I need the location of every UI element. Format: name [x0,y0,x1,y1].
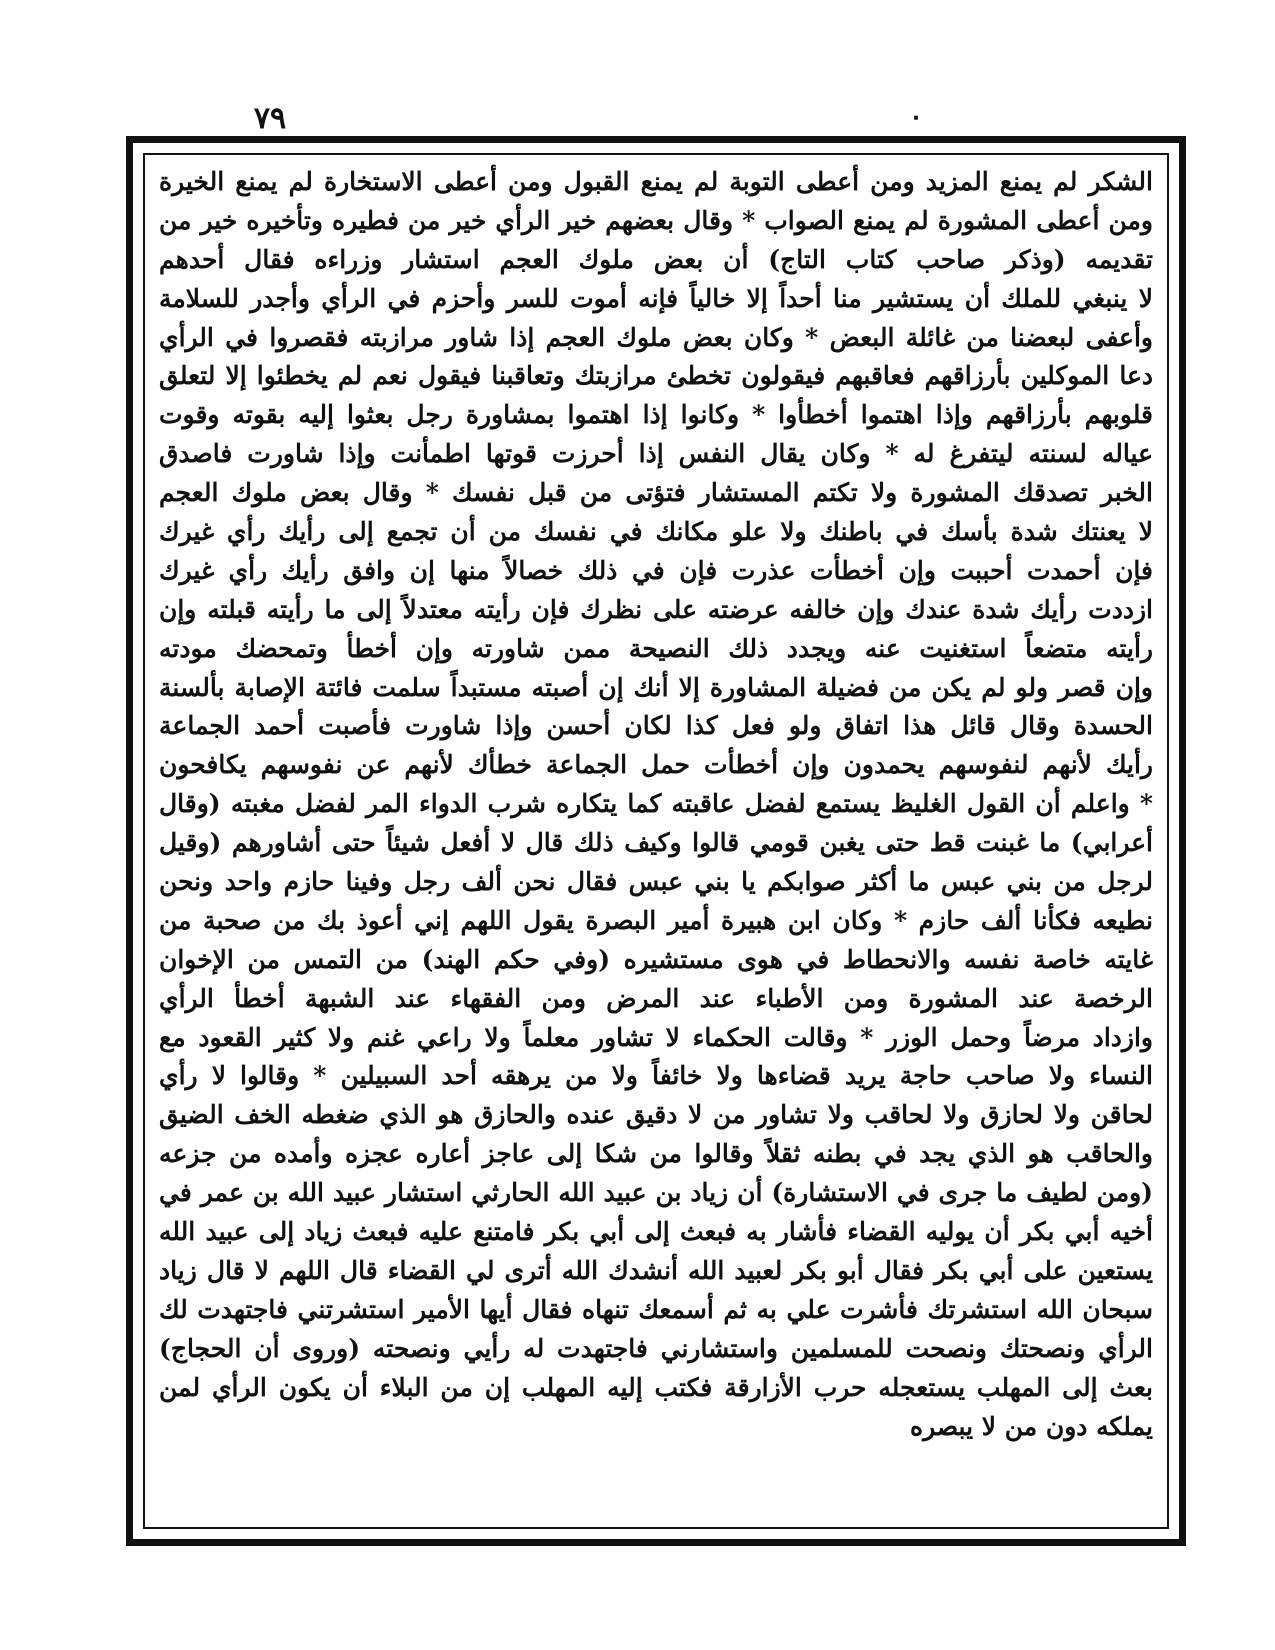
text-line: ازددت رأيك شدة عندك وإن خالفه عرضته على نظرك فإن رأيته معتدلاً إلى ما رأيته قبلته وإن [159,594,1153,624]
text-line: وأعفى لبعضنا من غائلة البعض * وكان بعض ملوك العجم إذا شاور مرازبته فقصروا في الرأي [159,322,1153,352]
page-top-mark: ٠ [909,102,923,132]
text-line: النساء ولا صاحب حاجة يريد قضاءها ولا خائفاً ولا من يرهقه أحد السبيلين * وقالوا لا رأي [159,1061,1153,1091]
text-line: تقديمه (وذكر صاحب كتاب التاج) أن بعض ملوك العجم استشار وزراءه فقال أحدهم [159,244,1153,274]
text-line: لا ينبغي للملك أن يستشير منا أحداً إلا خالياً فإنه أموت للسر وأحزم في الرأي وأجدر للسلامة [159,283,1153,313]
text-line: غايته خاصة نفسه والانحطاط في هوى مستشيره (وفي حكم الهند) من التمس من الإخوان [159,944,1153,974]
text-line: لحاقن ولا لحازق ولا لحاقب ولا تشاور من لا دقيق عنده والحازق هو الذي ضغطه الخف الضيق [159,1100,1153,1130]
text-line: الرأي ونصحتك ونصحت للمسلمين واستشارني فاجتهدت له رأيي ونصحته (وروى أن الحجاج) [159,1333,1153,1363]
text-line: يملكه دون من لا يبصره [909,1411,1153,1441]
text-line: دعا الموكلين بأرزاقهم فعاقبهم فيقولون تخطئ مرازبتك وتعاقبنا فيقول نعم لم يخطئوا إلا لتعلق [159,361,1153,391]
text-line: وإن قصر ولو لم يكن من فضيلة المشاورة إلا أنك إن أصبته مستبداً سلمت فائتة الإصابة بألسنة [159,672,1153,702]
text-line: ومن أعطى المشورة لم يمنع الصواب * وقال بعضهم خير الرأي خير من فطيره وتأخيره خير من [159,205,1153,235]
text-line: الخبر تصدقك المشورة ولا تكتم المستشار فتؤتى من قبل نفسك * وقال بعض ملوك العجم [159,478,1153,508]
text-line: لرجل من بني عبس ما أكثر صوابكم يا بني عبس فقال نحن ألف رجل وفينا حازم واحد ونحن [159,867,1153,897]
text-line: الحسدة وقال قائل هذا اتفاق ولو فعل كذا لكان أحسن وإذا شاورت فأصبت أحمد الجماعة [159,711,1153,741]
text-line: يستعين على أبي بكر فقال أبو بكر لعبيد الله أنشدك الله أترى لي القضاء قال اللهم لا قال زياد [159,1255,1153,1285]
text-line: لا يعنتك شدة بأسك في باطنك ولا علو مكانك في نفسك من أن تجمع إلى رأيك رأي غيرك [159,517,1153,547]
inner-border [143,153,1169,1529]
text-line: وازداد مرضاً وحمل الوزر * وقالت الحكماء لا تشاور معلماً ولا راعي غنم ولا كثير القعود مع [159,1022,1153,1052]
text-line: عياله لسنته ليتفرغ له * وكان يقال النفس إذا أحرزت قوتها اطمأنت وإذا شاورت فاصدق [159,439,1153,469]
text-line: رأيته متضعاً استغنيت عنه ويجدد ذلك النصيحة ممن شاورته وإن أخطأ وتمحضك مودته [159,633,1153,663]
text-line: الرخصة عند المشورة ومن الأطباء عند المرض ومن الفقهاء عند الشبهة أخطأ الرأي [159,983,1153,1013]
text-line: أعرابي) ما غبنت قط حتى يغبن قومي قالوا وكيف ذلك قال لا أفعل شيئاً حتى أشاورهم (وقيل [159,828,1153,858]
text-line: أخيه أبي بكر أن يوليه القضاء فأشار به فبعث إلى أبي بكر فامتنع عليه فبعث زياد إلى عبيد الله [159,1217,1153,1247]
text-line: بعث إلى المهلب يستعجله حرب الأزارقة فكتب إليه المهلب إن من البلاء أن يكون الرأي لمن [159,1372,1153,1402]
text-line: قلوبهم بأرزاقهم وإذا اهتموا أخطأوا * وكانوا إذا اهتموا بمشاورة رجل بعثوا إليه بقوته وقوت [159,400,1153,430]
text-line: نطيعه فكأنا ألف حازم * وكان ابن هبيرة أمير البصرة يقول اللهم إني أعوذ بك من صحبة من [159,905,1153,935]
text-line: (ومن لطيف ما جرى في الاستشارة) أن زياد بن عبيد الله الحارثي استشار عبيد الله بن عمر في [159,1178,1153,1208]
text-line: الشكر لم يمنع المزيد ومن أعطى التوبة لم يمنع القبول ومن أعطى الاستخارة لم يمنع الخيرة [159,167,1153,196]
text-line: فإن أحمدت أحببت وإن أخطأت عذرت فإن في ذلك خصالاً منها إن وافق رأيك رأي غيرك [159,555,1153,585]
page-frame [126,136,1186,1546]
text-line: والحاقب هو الذي يجد في بطنه ثقلاً وقالوا من شكا إلى عاجز أعاره عجزه وأمده من جزعه [159,1139,1153,1169]
body-text [159,163,1153,1517]
text-line: رأيك لأنهم لنفوسهم يحمدون وإن أخطأت حمل الجماعة خطأك لأنهم عن نفوسهم يكافحون [159,750,1153,780]
page-number: ٧٩ [253,101,287,136]
text-line: * واعلم أن القول الغليظ يستمع لفضل عاقبته كما يتكاره شرب الدواء المر لفضل مغبته (وقال [159,789,1153,819]
text-line: سبحان الله استشرتك فأشرت علي به ثم أسمعك تنهاه فقال أيها الأمير استشرتني فاجتهدت لك [159,1294,1153,1324]
